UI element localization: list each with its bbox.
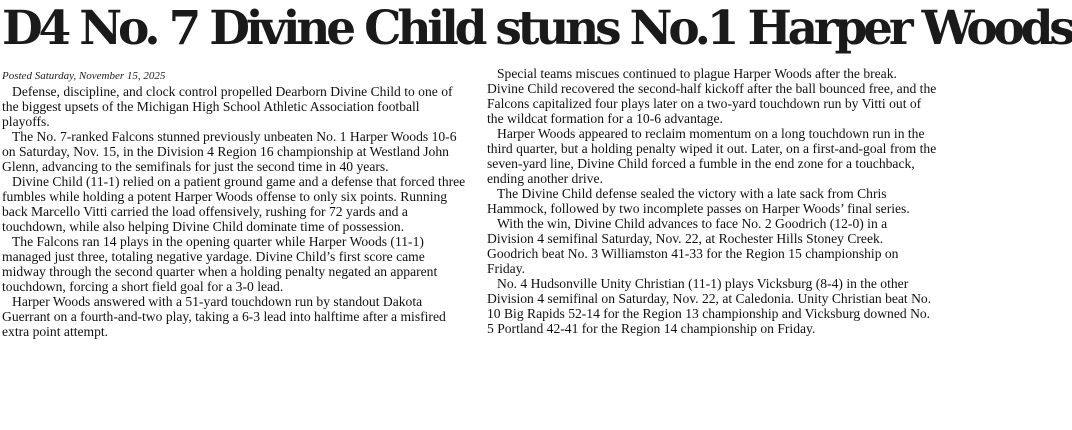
paragraph: The Divine Child defense sealed the victory with a late sack from Chris Hammock, followed by two incomplete passes on Harper Woods’ final series. — [487, 186, 910, 216]
right-column — [487, 66, 937, 336]
paragraph: Special teams miscues continued to plague Harper Woods after the break. Divine Child recovered the second-half kickoff after the ball bounced free, and the Falcons capitalized four plays later on a two-yard touchdown run by Vitti out of the wildcat formation for a 10-6 advantage. — [487, 66, 937, 126]
paragraph: With the win, Divine Child advances to face No. 2 Goodrich (12-0) in a Division 4 semifinal Saturday, Nov. 22, at Rochester Hills Stoney Creek. Goodrich beat No. 3 Williamston 41-33 for the Region 15 championship on Friday. — [487, 216, 899, 276]
paragraph: No. 4 Hudsonville Unity Christian (11-1) plays Vicksburg (8-4) in the other Division 4 semifinal on Saturday, Nov. 22, at Caledonia. Unity Christian beat No. 10 Big Rapids 52-14 for the Region 13 championship and Vicksburg downed No. 5 Portland 42-41 for the Region 14 championship on Friday. — [487, 276, 932, 336]
paragraph: Defense, discipline, and clock control propelled Dearborn Divine Child to one of the biggest upsets of the Michigan High School Athletic Association football playoffs. — [2, 84, 453, 129]
paragraph: The Falcons ran 14 plays in the opening quarter while Harper Woods (11-1) managed just three, totaling negative yardage. Divine Child’s first score came midway through the second quarter when a holding penalty negated an apparent touchdown, forcing a short field goal for a 3-0 lead. — [2, 234, 438, 294]
dateline: Posted Saturday, November 15, 2025 — [2, 70, 166, 82]
paragraph: The No. 7-ranked Falcons stunned previously unbeaten No. 1 Harper Woods 10-6 on Saturday, Nov. 15, in the Division 4 Region 16 championship at Westland John Glenn, advancing to the semifinals for just the second time in 40 years. — [2, 129, 457, 174]
paragraph: Harper Woods appeared to reclaim momentum on a long touchdown run in the third quarter, but a holding penalty wiped it out. Later, on a first-and-goal from the seven-yard line, Divine Child forced a fumble in the end zone for a touchback, ending another drive. — [487, 126, 937, 186]
paragraph: Harper Woods answered with a 51-yard touchdown run by standout Dakota Guerrant on a fourth-and-two play, taking a 6-3 lead into halftime after a misfired extra point attempt. — [2, 294, 446, 339]
headline: D4 No. 7 Divine Child stuns No.1 Harper Woods — [2, 1, 1072, 56]
left-column — [2, 66, 466, 339]
paragraph: Divine Child (11-1) relied on a patient ground game and a defense that forced three fumbles while holding a potent Harper Woods offense to only six points. Running back Marcello Vitti carried the load offensively, rushing for 72 yards and a touchdown, while also helping Divine Child dominate time of possession. — [2, 174, 466, 234]
